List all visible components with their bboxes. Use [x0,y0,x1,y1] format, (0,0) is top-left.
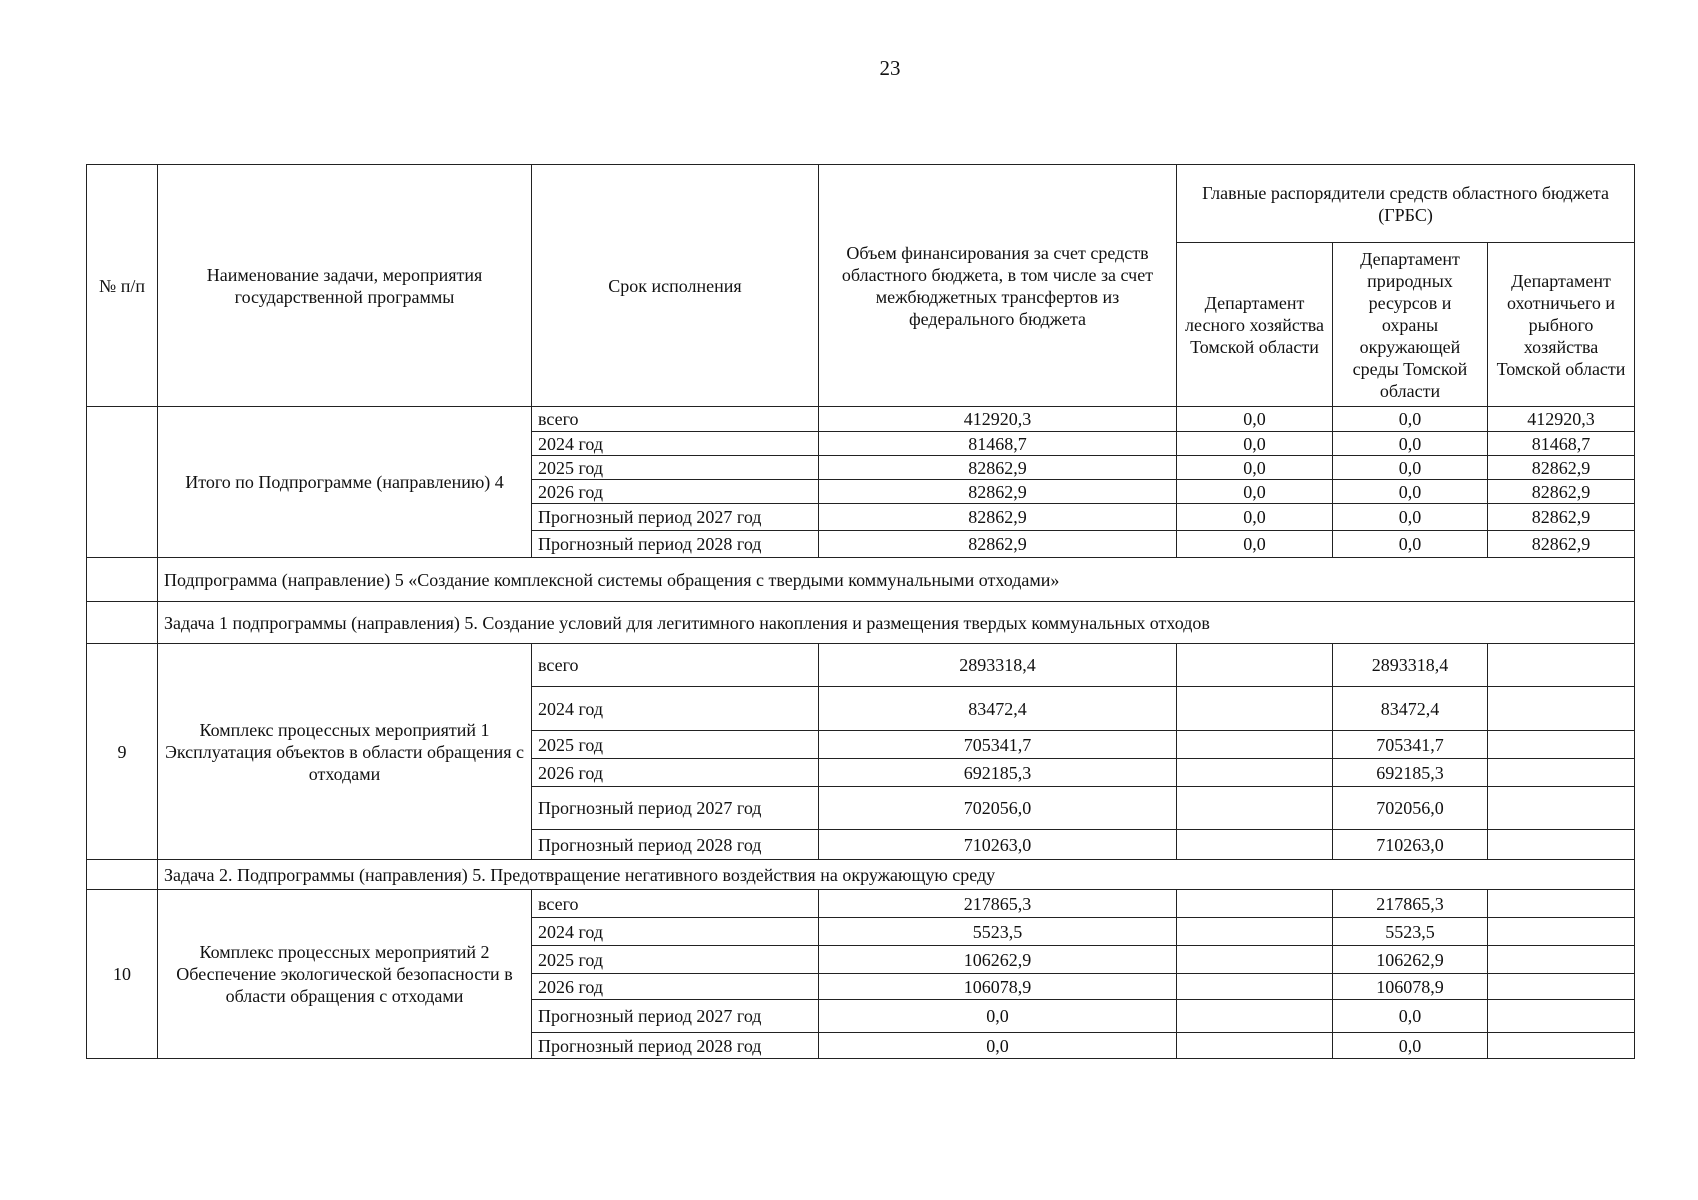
hunting-cell [1488,830,1635,860]
volume-cell: 217865,3 [819,890,1177,918]
forest-cell [1177,1033,1333,1059]
hunting-cell: 82862,9 [1488,480,1635,504]
forest-cell: 0,0 [1177,531,1333,558]
forest-cell: 0,0 [1177,432,1333,456]
forest-cell: 0,0 [1177,456,1333,480]
col-forest-header: Департамент лесного хозяйства Томской области [1177,243,1333,407]
volume-cell: 81468,7 [819,432,1177,456]
period-cell: Прогнозный период 2028 год [532,1033,819,1059]
hunting-cell [1488,759,1635,787]
forest-cell [1177,759,1333,787]
col-hunting-header: Департамент охотничьего и рыбного хозяйства Томской области [1488,243,1635,407]
volume-cell: 705341,7 [819,731,1177,759]
forest-cell [1177,890,1333,918]
nature-cell: 0,0 [1333,1033,1488,1059]
row-num: 9 [87,644,158,860]
period-cell: Прогнозный период 2027 год [532,1000,819,1033]
row-num [87,407,158,558]
volume-cell: 702056,0 [819,787,1177,830]
nature-cell: 0,0 [1333,432,1488,456]
forest-cell [1177,1000,1333,1033]
budget-table [86,164,1635,1059]
nature-cell: 106262,9 [1333,946,1488,974]
period-cell: 2026 год [532,974,819,1000]
forest-cell: 0,0 [1177,480,1333,504]
nature-cell: 0,0 [1333,531,1488,558]
col-num-header: № п/п [87,165,158,407]
page-number: 23 [879,56,901,80]
row-name: Итого по Подпрограмме (направлению) 4 [158,407,532,558]
nature-cell: 0,0 [1333,456,1488,480]
table-row [87,644,1635,687]
period-cell: Прогнозный период 2027 год [532,504,819,531]
nature-cell: 692185,3 [1333,759,1488,787]
volume-cell: 82862,9 [819,504,1177,531]
period-cell: 2026 год [532,480,819,504]
volume-cell: 0,0 [819,1033,1177,1059]
section-row [87,602,1635,644]
period-cell: 2025 год [532,946,819,974]
volume-cell: 2893318,4 [819,644,1177,687]
period-cell: всего [532,644,819,687]
forest-cell [1177,731,1333,759]
period-cell: 2025 год [532,456,819,480]
nature-cell: 217865,3 [1333,890,1488,918]
period-cell: всего [532,890,819,918]
hunting-cell [1488,731,1635,759]
hunting-cell [1488,946,1635,974]
period-cell: Прогнозный период 2027 год [532,787,819,830]
volume-cell: 692185,3 [819,759,1177,787]
forest-cell: 0,0 [1177,407,1333,432]
col-grbs-header: Главные распорядители средств областного бюджета (ГРБС) [1177,165,1635,243]
col-term-header: Срок исполнения [532,165,819,407]
volume-cell: 82862,9 [819,531,1177,558]
nature-cell: 710263,0 [1333,830,1488,860]
nature-cell: 0,0 [1333,504,1488,531]
section-num [87,558,158,602]
nature-cell: 0,0 [1333,1000,1488,1033]
hunting-cell [1488,890,1635,918]
hunting-cell [1488,918,1635,946]
forest-cell [1177,946,1333,974]
volume-cell: 710263,0 [819,830,1177,860]
volume-cell: 83472,4 [819,687,1177,731]
volume-cell: 5523,5 [819,918,1177,946]
period-cell: всего [532,407,819,432]
col-name-header: Наименование задачи, мероприятия государственной программы [158,165,532,407]
forest-cell [1177,974,1333,1000]
forest-cell [1177,830,1333,860]
hunting-cell [1488,787,1635,830]
section-num [87,860,158,890]
hunting-cell [1488,1000,1635,1033]
nature-cell: 83472,4 [1333,687,1488,731]
volume-cell: 106078,9 [819,974,1177,1000]
col-volume-header: Объем финансирования за счет средств областного бюджета, в том числе за счет межбюджетных трансфертов из федерального бюджета [819,165,1177,407]
forest-cell [1177,687,1333,731]
table-row [87,407,1635,432]
section-row [87,558,1635,602]
forest-cell: 0,0 [1177,504,1333,531]
task-title: Задача 2. Подпрограммы (направления) 5. Предотвращение негативного воздействия на окружающую среду [158,860,1635,890]
volume-cell: 82862,9 [819,456,1177,480]
hunting-cell [1488,974,1635,1000]
hunting-cell: 81468,7 [1488,432,1635,456]
row-name: Комплекс процессных мероприятий 1 Эксплуатация объектов в области обращения с отходами [158,644,532,860]
period-cell: 2024 год [532,432,819,456]
hunting-cell: 82862,9 [1488,504,1635,531]
period-cell: Прогнозный период 2028 год [532,531,819,558]
row-num: 10 [87,890,158,1059]
hunting-cell [1488,1033,1635,1059]
col-nature-header: Департамент природных ресурсов и охраны окружающей среды Томской области [1333,243,1488,407]
volume-cell: 0,0 [819,1000,1177,1033]
nature-cell: 702056,0 [1333,787,1488,830]
volume-cell: 82862,9 [819,480,1177,504]
nature-cell: 0,0 [1333,480,1488,504]
nature-cell: 705341,7 [1333,731,1488,759]
section-num [87,602,158,644]
hunting-cell: 82862,9 [1488,456,1635,480]
row-name: Комплекс процессных мероприятий 2 Обеспечение экологической безопасности в области обращения с отходами [158,890,532,1059]
section-row [87,860,1635,890]
volume-cell: 412920,3 [819,407,1177,432]
table-row [87,890,1635,918]
forest-cell [1177,644,1333,687]
period-cell: 2024 год [532,918,819,946]
task-title: Задача 1 подпрограммы (направления) 5. Создание условий для легитимного накопления и размещения твердых коммунальных отходов [158,602,1635,644]
forest-cell [1177,787,1333,830]
nature-cell: 5523,5 [1333,918,1488,946]
hunting-cell [1488,644,1635,687]
period-cell: Прогнозный период 2028 год [532,830,819,860]
period-cell: 2024 год [532,687,819,731]
period-cell: 2025 год [532,731,819,759]
period-cell: 2026 год [532,759,819,787]
subprogram-title: Подпрограмма (направление) 5 «Создание комплексной системы обращения с твердыми коммунальными отходами» [158,558,1635,602]
hunting-cell: 412920,3 [1488,407,1635,432]
nature-cell: 0,0 [1333,407,1488,432]
volume-cell: 106262,9 [819,946,1177,974]
nature-cell: 106078,9 [1333,974,1488,1000]
nature-cell: 2893318,4 [1333,644,1488,687]
hunting-cell [1488,687,1635,731]
hunting-cell: 82862,9 [1488,531,1635,558]
forest-cell [1177,918,1333,946]
